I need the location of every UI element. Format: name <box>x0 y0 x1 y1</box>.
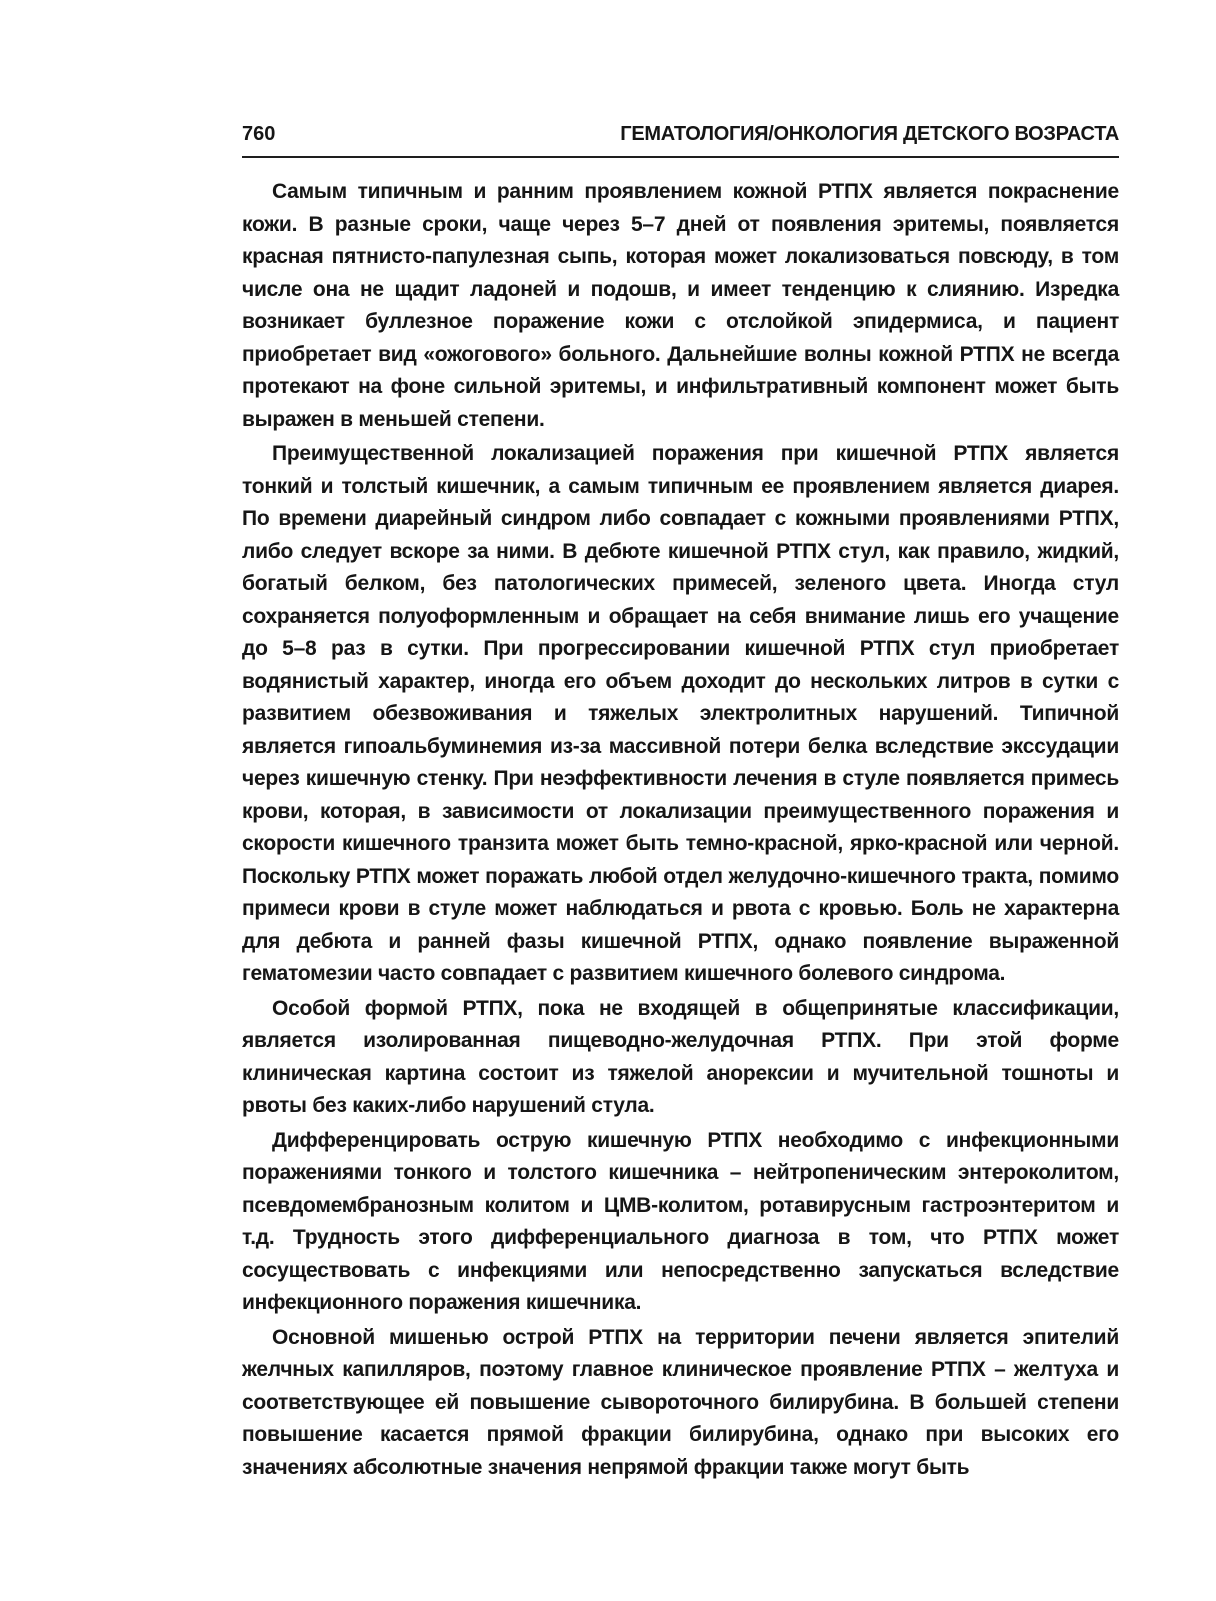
body-text <box>242 176 1119 1484</box>
paragraph-skin-gvhd: Самым типичным и ранним проявлением кожной РТПХ является покраснение кожи. В разные сроки, чаще через 5–7 дней от появления эритемы, появляется красная пятнисто-папулезная сыпь, которая может локализоваться повсюду, в том числе она не щадит ладоней и подошв, и имеет тенденцию к слиянию. Изредка возникает буллезное поражение кожи с отслойкой эпидермиса, и пациент приобретает вид «ожогового» больного. Дальнейшие волны кожной РТПХ не всегда протекают на фоне сильной эритемы, и инфильтративный компонент может быть выражен в меньшей степени. <box>242 180 1119 431</box>
page-number: 760 <box>242 123 276 145</box>
paragraph-liver-gvhd: Основной мишенью острой РТПХ на территории печени является эпителий желчных капилляров, поэтому главное клиническое проявление РТПХ – желтуха и соответствующее ей повышение сывороточного билирубина. В большей степени повышение касается прямой фракции билирубина, однако при высоких его значениях абсолютные значения непрямой фракции также могут быть <box>242 1325 1119 1479</box>
running-header <box>242 116 1119 158</box>
running-title: ГЕМАТОЛОГИЯ/ОНКОЛОГИЯ ДЕТСКОГО ВОЗРАСТА <box>620 123 1119 145</box>
paragraph-differential-diagnosis: Дифференцировать острую кишечную РТПХ необходимо с инфекционными поражениями тонкого и толстого кишечника – нейтропеническим энтероколитом, псевдомембранозным колитом и ЦМВ-колитом, ротавирусным гастроэнтеритом и т.д. Трудность этого дифференциального диагноза в том, что РТПХ может сосуществовать с инфекциями или непосредственно запускаться вследствие инфекционного поражения кишечника. <box>242 1128 1119 1314</box>
paragraph-esophagogastric-gvhd: Особой формой РТПХ, пока не входящей в общепринятые классификации, является изолированная пищеводно-желудочная РТПХ. При этой форме клиническая картина состоит из тяжелой анорексии и мучительной тошноты и рвоты без каких-либо нарушений стула. <box>242 996 1119 1117</box>
paragraph-intestinal-gvhd: Преимущественной локализацией поражения при кишечной РТПХ является тонкий и толстый кишечник, а самым типичным ее проявлением является диарея. По времени диарейный синдром либо совпадает с кожными проявлениями РТПХ, либо следует вскоре за ними. В дебюте кишечной РТПХ стул, как правило, жидкий, богатый белком, без патологических примесей, зеленого цвета. Иногда стул сохраняется полуоформленным и обращает на себя внимание лишь его учащение до 5–8 раз в сутки. При прогрессировании кишечной РТПХ стул приобретает водянистый характер, иногда его объем доходит до нескольких литров в сутки с развитием обезвоживания и тяжелых электролитных нарушений. Типичной является гипоальбуминемия из-за массивной потери белка вследствие экссудации через кишечную стенку. При неэффективности лечения в стуле появляется примесь крови, которая, в зависимости от локализации преимущественного поражения и скорости кишечного транзита может быть темно-красной, ярко-красной или черной. Поскольку РТПХ может поражать любой отдел желудочно-кишечного тракта, помимо примеси крови в стуле может наблюдаться и рвота с кровью. Боль не характерна для дебюта и ранней фазы кишечной РТПХ, однако появление выраженной гематомезии часто совпадает с развитием кишечного болевого синдрома. <box>242 442 1119 985</box>
